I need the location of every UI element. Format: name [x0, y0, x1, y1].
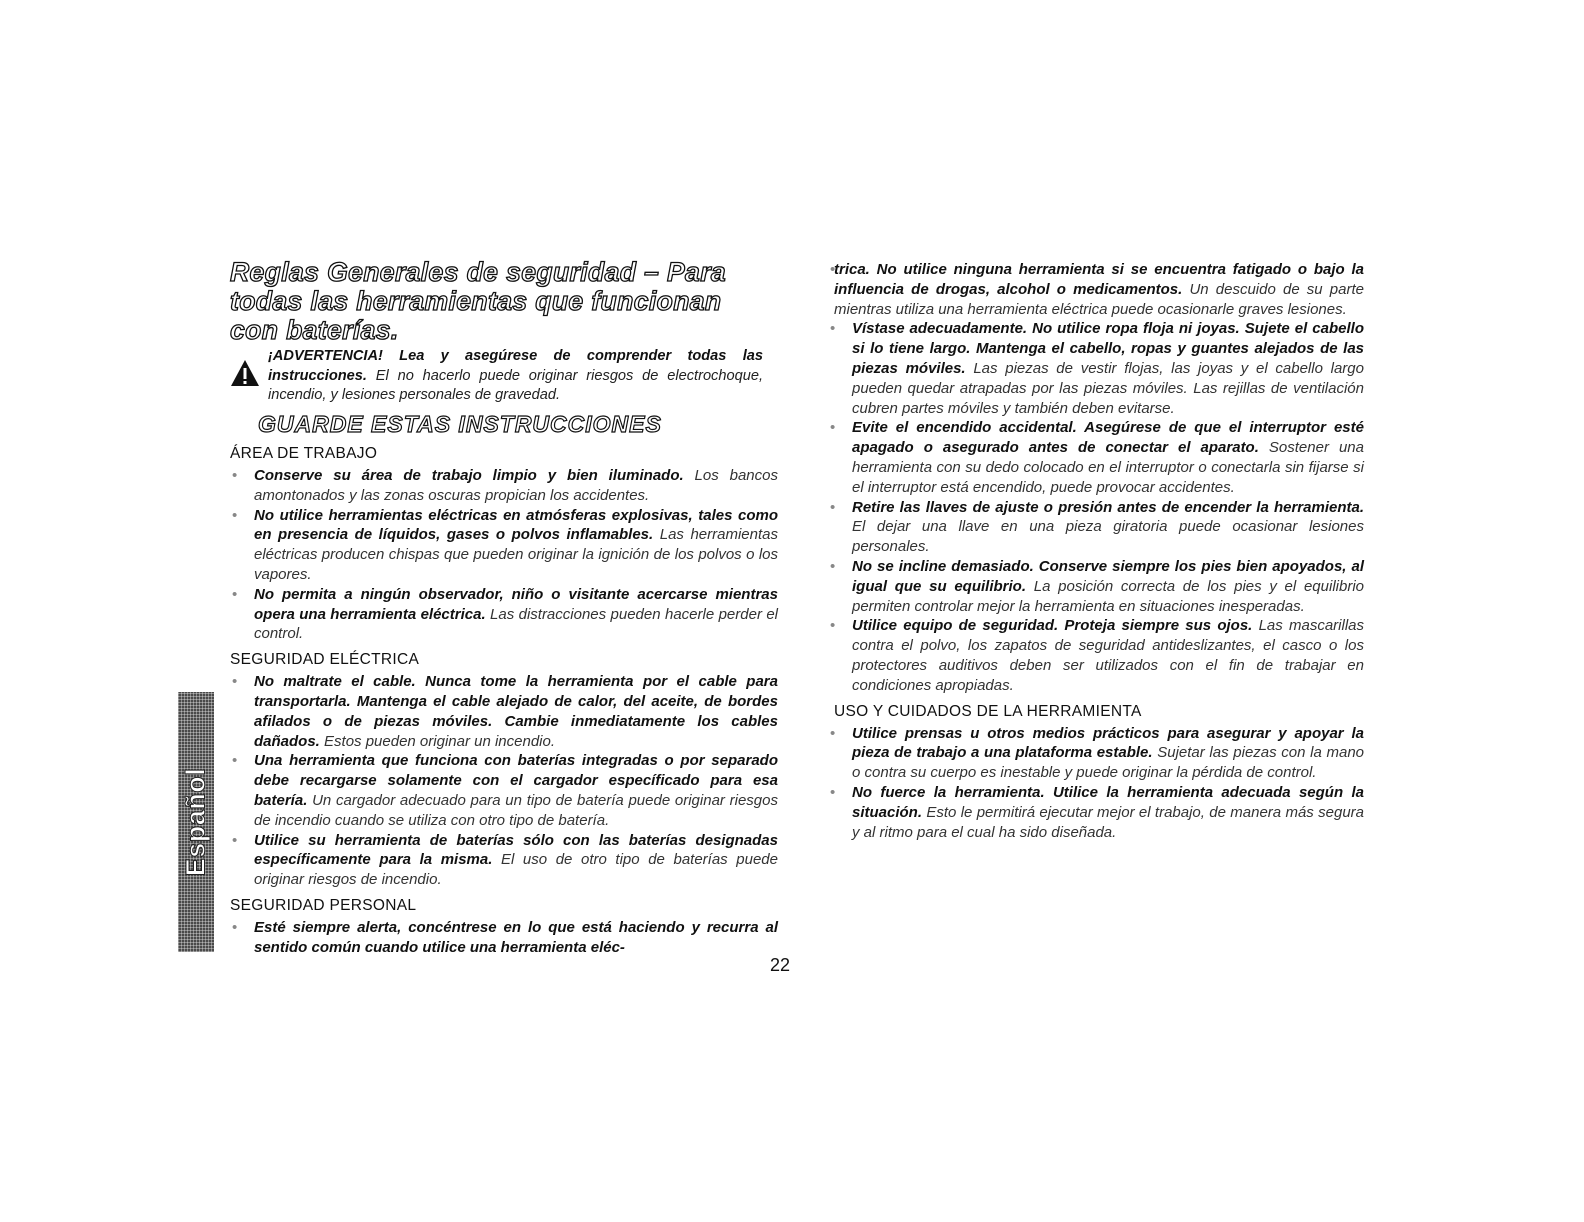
bullet-text: Los bancos amontonados y las zonas oscuras propician los accidentes. [254, 467, 778, 504]
right-bullet-item [834, 557, 1364, 616]
bullet-bold-text: Retire las llaves de ajuste o presión antes de encender la herramienta. [852, 498, 1364, 516]
bullet-bold-text: Utilice prensas u otros medios prácticos para asegurar y apoyar la pieza de trabajo a una plataforma estable. [852, 724, 1364, 762]
language-tab-label: Español [180, 767, 211, 877]
right-bullet-item [834, 319, 1364, 418]
continued-item-text: Un descuido de su parte mientras utiliza una herramienta eléctrica puede ocasionarle graves lesiones. [834, 280, 1364, 318]
section-heading: SEGURIDAD PERSONAL [230, 896, 417, 914]
bullet-text: Estos pueden originar un incendio. [319, 732, 556, 750]
continued-item [834, 260, 1364, 319]
bullet-bold-text: Utilice equipo de seguridad. Proteja siempre sus ojos. [852, 617, 1253, 635]
left-bullet-item [230, 585, 778, 644]
title-line-2: todas las herramientas que funcionan [230, 286, 722, 316]
left-bullet-item [230, 672, 778, 751]
bullet-text: Sujetar las piezas con la mano o contra su cuerpo es inestable y puede originar la pérdida de control. [852, 744, 1365, 782]
left-bullet-item [230, 506, 778, 585]
bullet-text: Las mascarillas contra el polvo, los zapatos de seguridad antideslizantes, el casco o los protectores auditivos deben ser utilizados con el fin de trabajar en condiciones apropiadas. [852, 617, 1364, 694]
section-list [834, 724, 1364, 843]
page-title [230, 258, 778, 345]
warning-body: El no hacerlo puede originar riesgos de electrochoque, incendio, y lesiones personales de gravedad. [268, 367, 763, 403]
bullet-bold-text: Conserve su área de trabajo limpio y bien iluminado. [254, 467, 684, 484]
save-instructions-heading: GUARDE ESTAS INSTRUCCIONES [258, 411, 662, 437]
bullet-text: Un cargador adecuado para un tipo de batería puede originar riesgos de incendio cuando se utiliza con otro tipo de batería. [254, 791, 778, 829]
bullet-text: Las piezas de vestir flojas, las joyas y el cabello largo pueden quedar atrapadas por las piezas móviles. Las rejillas de ventilación cubren partes móviles y también deben evitarse. [852, 359, 1364, 417]
section-heading: ÁREA DE TRABAJO [230, 445, 378, 462]
bullet-text: El dejar una llave en una pieza giratoria puede ocasionar lesiones personales. [852, 518, 1364, 556]
section-heading: USO Y CUIDADOS DE LA HERRAMIENTA [834, 702, 1142, 720]
bullet-bold-text: Una herramienta que funciona con baterías integradas o por separado debe recargarse solamente con el cargador específicado para esa batería. [254, 752, 778, 809]
section-heading: SEGURIDAD ELÉCTRICA [230, 651, 420, 669]
right-items [834, 319, 1364, 695]
left-bullet-item [230, 466, 778, 506]
section-list [230, 466, 778, 644]
bullet-bold-text: Utilice su herramienta de baterías sólo con las baterías designadas específicamente para la misma. [254, 831, 778, 869]
right-bullet-item [834, 616, 1364, 695]
right-list [834, 319, 1364, 695]
left-bullet-item [230, 918, 778, 958]
section-list [230, 672, 778, 890]
bullet-bold-text: No se incline demasiado. Conserve siempre los pies bien apoyados, al igual que su equilibrio. [852, 557, 1364, 595]
bullet-text: Las distracciones pueden hacerle perder el control. [254, 605, 779, 643]
bullet-bold-text: No fuerce la herramienta. Utilice la herramienta adecuada según la situación. [852, 783, 1364, 821]
title-line-3: con baterías. [230, 315, 399, 345]
bullet-text: El uso de otro tipo de baterías puede originar riesgos de incendio. [254, 851, 778, 889]
bullet-bold-text: Vístase adecuadamente. No utilice ropa floja ni joyas. Sujete el cabello si lo tiene largo. Mantenga el cabello, ropas y guantes alejados de las piezas móviles. [852, 320, 1364, 377]
bullet-text: Esto le permitirá ejecutar mejor el trabajo, de manera más segura y al ritmo para el cual ha sido diseñada. [852, 803, 1364, 841]
warning-bold-lead: ¡ADVERTENCIA! Lea y asegúrese de comprender todas las instrucciones. [268, 348, 763, 384]
warning-block [230, 347, 778, 407]
left-sections [230, 444, 778, 958]
left-bullet-item [230, 831, 778, 890]
right-bullet-item [834, 498, 1364, 557]
page-number: 22 [770, 955, 791, 975]
right-bullet-item [834, 418, 1364, 497]
section-list [230, 918, 778, 958]
right-bullet-item [834, 724, 1364, 783]
bullet-text: Sostener una herramienta con su dedo colocado en el interruptor o conectarla sin fijarse si el interruptor está encendido, puede provocar accidentes. [852, 439, 1364, 496]
title-line-1: Reglas Generales de seguridad – Para [230, 257, 727, 287]
bullet-bold-text: No maltrate el cable. Nunca tome la herramienta por el cable para transportarla. Mantenga el cable alejado de calor, del aceite, de bordes afilados o de piezas móviles. Cambie inmediatamente los cables dañados. [254, 673, 778, 750]
left-bullet-item [230, 751, 778, 830]
right-bullet-item [834, 783, 1364, 842]
left-column [230, 258, 778, 958]
warning-triangle-icon [230, 359, 260, 387]
language-tab [178, 692, 214, 952]
warning-text [268, 347, 763, 406]
right-column [834, 260, 1364, 842]
continued-item-bold: trica. No utilice ninguna herramienta si se encuentra fatigado o bajo la influencia de drogas, alcohol o medicamentos. [834, 261, 1364, 298]
bullet-bold-text: Evite el encendido accidental. Asegúrese de que el interruptor esté apagado o asegurado antes de conectar el aparato. [852, 419, 1364, 457]
bullet-bold-text: Esté siempre alerta, concéntrese en lo que está haciendo y recurra al sentido común cuando utilice una herramienta eléc- [254, 918, 778, 956]
bullet-bold-text: No utilice herramientas eléctricas en atmósferas explosivas, tales como en presencia de líquidos, gases o polvos inflamables. [254, 506, 778, 544]
bullet-bold-text: No permita a ningún observador, niño o visitante acercarse mientras opera una herramienta eléctrica. [254, 585, 778, 623]
bullet-text: La posición correcta de los pies y el equilibrio permiten controlar mejor la herramienta en situaciones inesperadas. [852, 577, 1364, 615]
right-sections [834, 702, 1364, 843]
bullet-text: Las herramientas eléctricas producen chispas que pueden originar la ignición de los polvos o los vapores. [254, 526, 778, 583]
